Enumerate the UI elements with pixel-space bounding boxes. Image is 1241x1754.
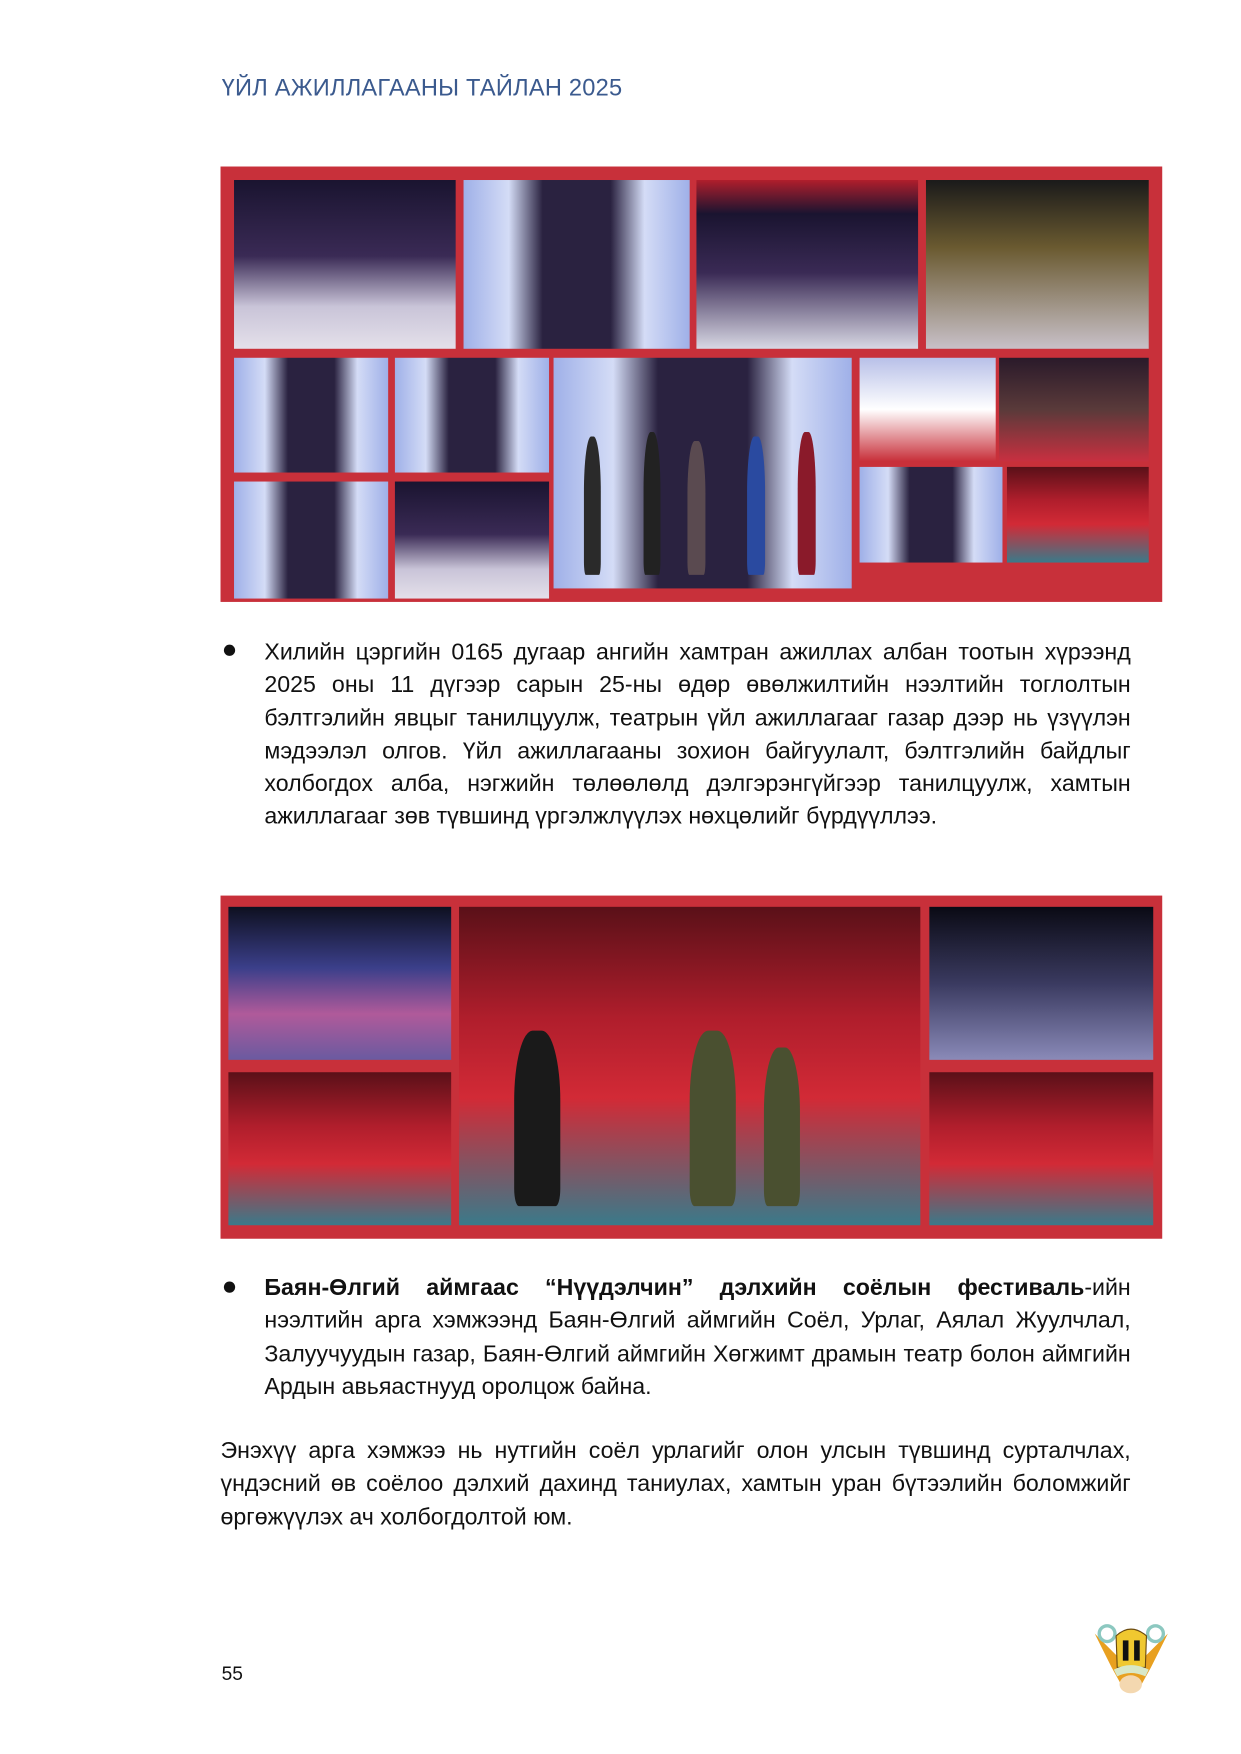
paragraph-nomad-festival bbox=[264, 1271, 1130, 1403]
theatre-emblem-logo bbox=[1089, 1622, 1173, 1695]
photo-soldiers-seated-2 bbox=[929, 1072, 1153, 1225]
photo-stage-curtain-call bbox=[464, 180, 690, 349]
photo-stage-palace bbox=[926, 180, 1149, 349]
photo-collage-performances bbox=[221, 167, 1163, 602]
bullet-icon bbox=[224, 1281, 235, 1292]
photo-table-scene-1 bbox=[860, 358, 996, 462]
photo-stage-ensemble bbox=[696, 180, 918, 349]
festival-description: -ийн нээлтийн арга хэмжээнд Баян-Өлгий аймгийн Соёл, Урлаг, Аялал Жуулчлал, Залуучуудын газар, Баян-Өлгий аймгийн Хөгжимт драмын театр болон аймгийн Ардын авьяастнууд оролцож байна. bbox=[264, 1274, 1131, 1400]
photo-soldiers-seated-main bbox=[459, 907, 920, 1225]
festival-name: Баян-Өлгий аймгаас “Нүүдэлчин” дэлхийн соёлын фестиваль bbox=[264, 1274, 1085, 1301]
photo-collage-visit bbox=[221, 896, 1163, 1239]
photo-speaker bbox=[929, 907, 1153, 1060]
paragraph-significance: Энэхүү арга хэмжээ нь нутгийн соёл урлагийг олон улсын түвшинд сурталчлах, үндэсний өв соёлоо дэлхий дахинд таниулах, хамтын уран бүтээлийн боломжийг өргөжүүлэх ач холбогдолтой юм. bbox=[220, 1437, 1131, 1530]
photo-stage-costumes bbox=[234, 180, 456, 349]
page-header-title: ҮЙЛ АЖИЛЛАГААНЫ ТАЙЛАН 2025 bbox=[221, 75, 623, 102]
photo-actors-1 bbox=[234, 358, 388, 473]
photo-table-scene-2 bbox=[999, 358, 1149, 462]
photo-audience bbox=[1007, 467, 1149, 563]
photo-actors-4 bbox=[860, 467, 1003, 563]
photo-award-ceremony bbox=[554, 358, 852, 589]
bullet-icon bbox=[224, 645, 235, 656]
photo-soldiers-seated-1 bbox=[228, 1072, 451, 1225]
page-number: 55 bbox=[221, 1662, 243, 1685]
photo-dancers bbox=[228, 907, 451, 1060]
paragraph-border-troops-visit: Хилийн цэргийн 0165 дугаар ангийн хамтран ажиллах албан тоотын хүрээнд 2025 оны 11 дүгээр сарын 25-ны өдөр өвөлжилтийн нээлтийн тоглолтын бэлтгэлийн явцыг танилцуулж, театрын үйл ажиллагааг газар дээр нь үзүүлэн мэдээлэл олгов. Үйл ажиллагааны зохион байгуулалт, бэлтгэлийн байдлыг холбогдох алба, нэгжийн төлөөлөлд дэлгэрэнгүйгээр танилцуулж, хамтын ажиллагааг зөв түвшинд үргэлжлүүлэх нөхцөлийг бүрдүүллээ. bbox=[264, 639, 1131, 830]
photo-group bbox=[395, 358, 549, 473]
photo-actors-2 bbox=[234, 482, 388, 599]
photo-actors-3 bbox=[395, 482, 549, 599]
